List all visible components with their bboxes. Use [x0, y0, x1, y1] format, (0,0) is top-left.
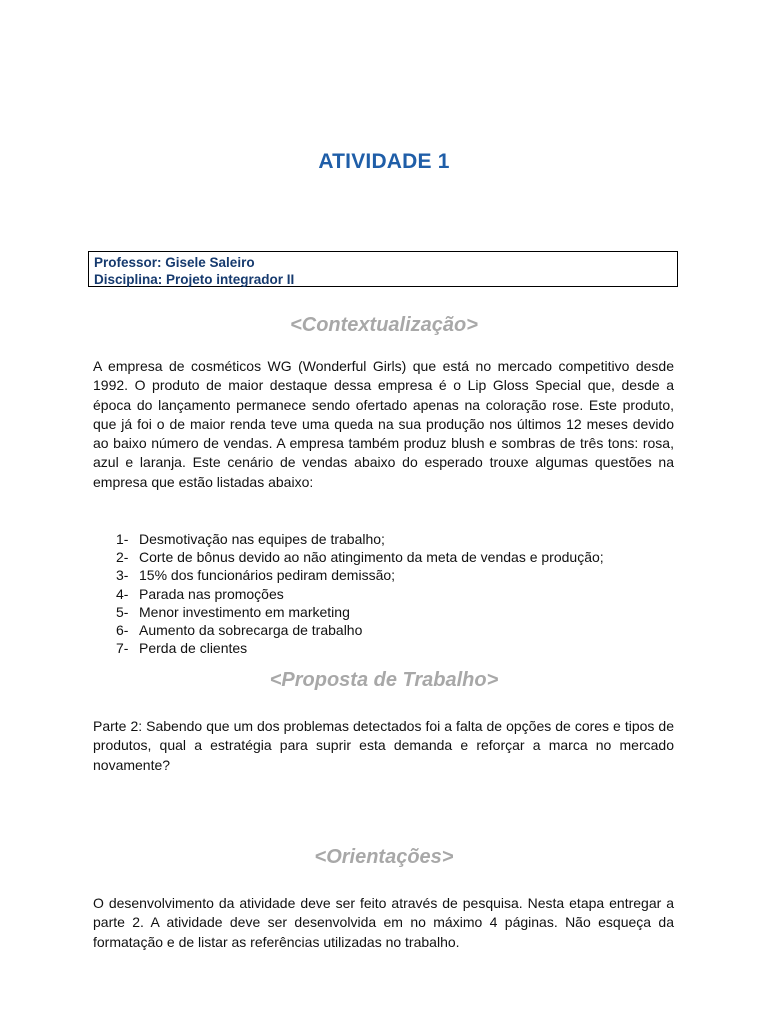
list-item: [116, 621, 676, 639]
list-item: [116, 639, 676, 657]
list-item-number: 7-: [116, 640, 129, 657]
proposal-heading: <Proposta de Trabalho>: [269, 669, 499, 691]
guidelines-heading: <Orientações>: [314, 846, 454, 868]
list-item-text: Menor investimento em marketing: [139, 603, 350, 620]
list-item: [116, 548, 676, 566]
list-item-number: 5-: [116, 603, 129, 620]
list-item-text: Corte de bônus devido ao não atingimento da meta de vendas e produção;: [139, 549, 604, 566]
list-item: [116, 530, 676, 548]
discipline-line: Disciplina: Projeto integrador II: [94, 272, 295, 287]
list-item-text: Desmotivação nas equipes de trabalho;: [139, 531, 385, 547]
professor-line: Professor: Gisele Saleiro: [94, 255, 255, 270]
list-item-text: Parada nas promoções: [139, 585, 284, 602]
list-item: [116, 603, 676, 621]
context-paragraph: A empresa de cosméticos WG (Wonderful Girls) que está no mercado competitivo desde 1992. O produto de maior destaque dessa empresa é o Lip Gloss Special que, desde a época do lançamento permanece sendo ofertado apenas na coloração rose. Este produto, que já foi o de maior renda teve uma queda na sua produção nos últimos 12 meses devido ao baixo número de vendas. A empresa também produz blush e sombras de três tons: rosa, azul e laranja. Este cenário de vendas abaixo do esperado trouxe algumas questões na empresa que estão listadas abaixo:: [93, 358, 674, 490]
list-item-text: Aumento da sobrecarga de trabalho: [139, 622, 363, 639]
list-item-number: 4-: [116, 585, 129, 602]
proposal-paragraph: Parte 2: Sabendo que um dos problemas detectados foi a falta de opções de cores e tipos de produtos, qual a estratégia para suprir esta demanda e reforçar a marca no mercado novamente?: [93, 718, 674, 773]
context-heading: <Contextualização>: [290, 314, 478, 336]
list-item-number: 2-: [116, 549, 129, 566]
course-info-box: [88, 251, 678, 287]
list-item: [116, 566, 676, 584]
problems-list: [116, 530, 676, 657]
list-item-number: 1-: [116, 531, 129, 547]
page-title: ATIVIDADE 1: [318, 150, 450, 173]
list-item-text: Perda de clientes: [139, 640, 248, 657]
list-item: [116, 585, 676, 603]
list-item-number: 3-: [116, 567, 129, 584]
guidelines-paragraph: O desenvolvimento da atividade deve ser feito através de pesquisa. Nesta etapa entregar a parte 2. A atividade deve ser desenvolvida em no máximo 4 páginas. Não esqueça da formatação e de listar as referências utilizadas no trabalho.: [93, 895, 674, 950]
list-item-number: 6-: [116, 622, 129, 639]
list-item-text: 15% dos funcionários pediram demissão;: [139, 567, 396, 584]
